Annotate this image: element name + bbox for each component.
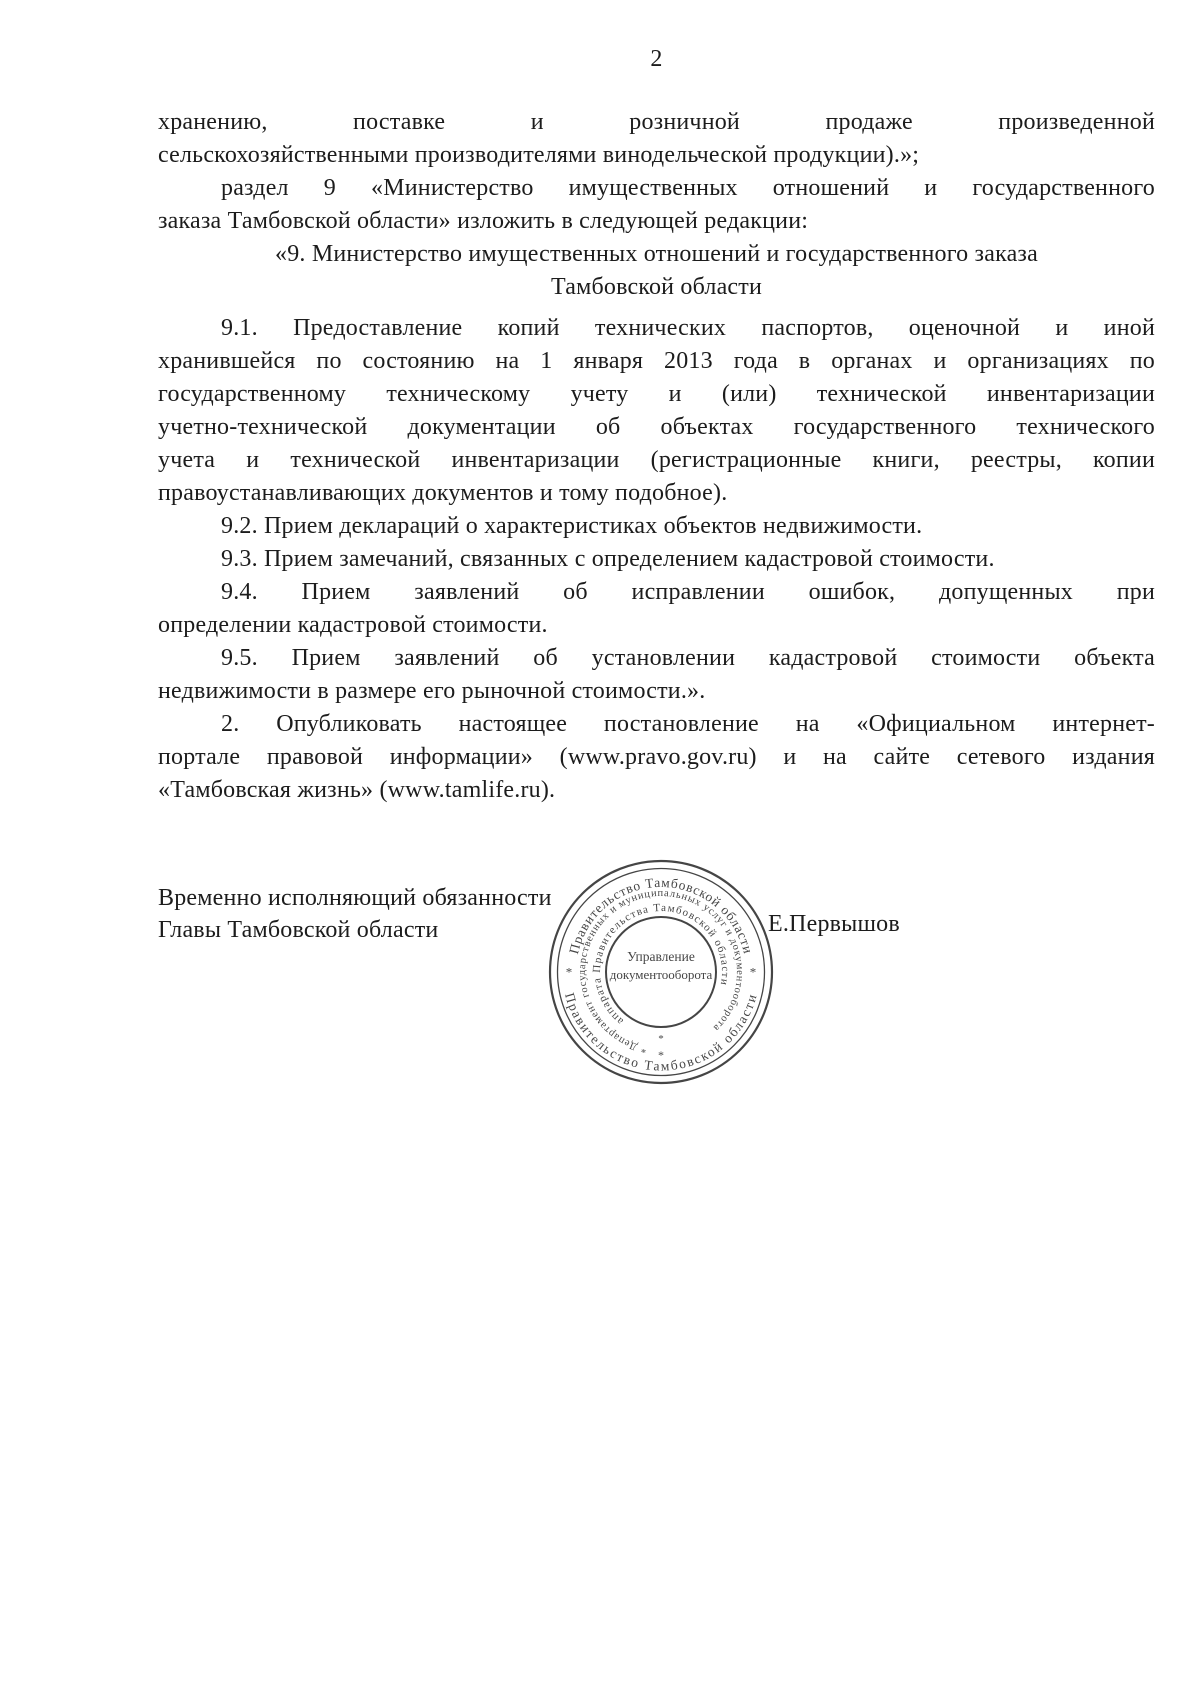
stamp-middle-ring-text: * Департамент государственных и муниципальных услуг и документооборота [576,887,746,1055]
document-line: портале правовой информации» (www.pravo.gov.ru) и на сайте сетевого издания [158,744,1155,770]
signatory-name: Е.Первышов [768,911,900,937]
stamp-center-text-line2: документооборота [609,967,713,982]
document-line: 9.3. Прием замечаний, связанных с определением кадастровой стоимости. [221,546,995,572]
document-line: учетно-технической документации об объектах государственного технического [158,414,1155,440]
stamp-bottom-asterisk-icon: * [658,1048,664,1062]
stamp-right-asterisk-icon: * [749,964,757,980]
stamp-center-text-line1: Управление [627,949,695,964]
document-line: 9.1. Предоставление копий технических паспортов, оценочной и иной [221,315,1155,341]
document-line: сельскохозяйственными производителями винодельческой продукции).»; [158,142,920,168]
document-line: правоустанавливающих документов и тому подобное). [158,480,728,506]
section-heading-line: «9. Министерство имущественных отношений и государственного заказа [275,241,1038,267]
page-number: 2 [650,46,663,72]
document-line: хранению, поставке и розничной продаже произведенной [158,109,1155,135]
document-line: 9.2. Прием деклараций о характеристиках объектов недвижимости. [221,513,923,539]
document-line: недвижимости в размере его рыночной стоимости.». [158,678,706,704]
document-line: 2. Опубликовать настоящее постановление на «Официальном интернет- [221,711,1155,737]
stamp-left-asterisk-icon: * [565,964,573,980]
document-line: определении кадастровой стоимости. [158,612,548,638]
section-heading-line: Тамбовской области [550,274,763,300]
document-content [158,43,1155,946]
stamp-inner-ring-text: аппарата Правительства Тамбовской области [590,901,732,1028]
stamp-bottom-asterisk-icon: * [658,1033,664,1045]
document-line: хранившейся по состоянию на 1 января 2013 года в органах и организациях по [158,348,1155,374]
stamp-outer-ring-text-top: Правительство Тамбовской области [566,874,756,956]
document-line: 9.5. Прием заявлений об установлении кадастровой стоимости объекта [221,645,1155,671]
signatory-title-line1: Временно исполняющий обязанности [158,885,552,911]
document-line: заказа Тамбовской области» изложить в следующей редакции: [158,208,809,234]
document-line: государственному техническому учету и (или) технической инвентаризации [158,381,1155,407]
document-line: 9.4. Прием заявлений об исправлении ошибок, допущенных при [221,579,1155,605]
official-stamp [541,852,781,1092]
stamp-outer-ring-text-bottom: Правительство Тамбовской области [562,990,760,1074]
signatory-title-line2: Главы Тамбовской области [158,917,439,943]
document-line: «Тамбовская жизнь» (www.tamlife.ru). [158,777,556,803]
document-line: раздел 9 «Министерство имущественных отношений и государственного [221,175,1155,201]
document-line: учета и технической инвентаризации (регистрационные книги, реестры, копии [158,447,1155,473]
